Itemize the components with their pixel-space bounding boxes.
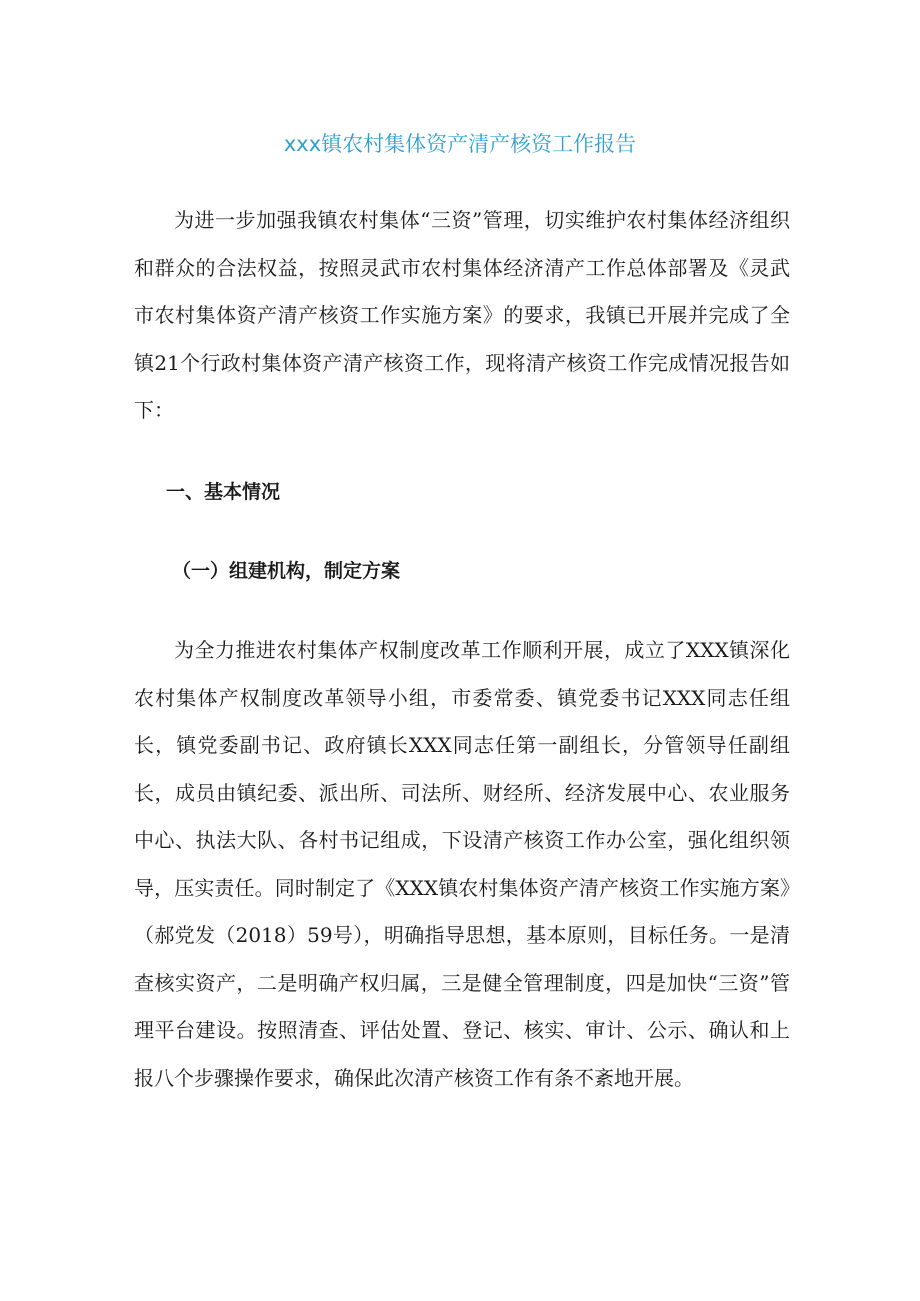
body-paragraph: 为全力推进农村集体产权制度改革工作顺利开展，成立了XXX镇深化农村集体产权制度改革领导小组，市委常委、镇党委书记XXX同志任组长，镇党委副书记、政府镇长XXX同志任第一副组长，分管领导任副组长，成员由镇纪委、派出所、司法所、财经所、经济发展中心、农业服务中心、执法大队、各村书记组成，下设清产核资工作办公室，强化组织领导，压实责任。同时制定了《XXX镇农村集体资产清产核资工作实施方案》（郝党发（2018）59号），明确指导思想，基本原则，目标任务。一是清查核实资产，二是明确产权归属，三是健全管理制度，四是加快“三资”管理平台建设。按照清查、评估处置、登记、核实、审计、公示、确认和上报八个步骤操作要求，确保此次清产核资工作有条不紊地开展。 — [134, 638, 790, 1090]
subsection-heading: （一）组建机构，制定方案 — [172, 560, 401, 582]
intro-paragraph: 为进一步加强我镇农村集体“三资”管理，切实维护农村集体经济组织和群众的合法权益，按照灵武市农村集体经济清产工作总体部署及《灵武市农村集体资产清产核资工作实施方案》的要求，我镇已开展并完成了全镇21个行政村集体资产清产核资工作，现将清产核资工作完成情况报告如下： — [134, 208, 790, 422]
section-heading: 一、基本情况 — [166, 481, 281, 503]
document-title: xxx镇农村集体资产清产核资工作报告 — [283, 132, 637, 156]
